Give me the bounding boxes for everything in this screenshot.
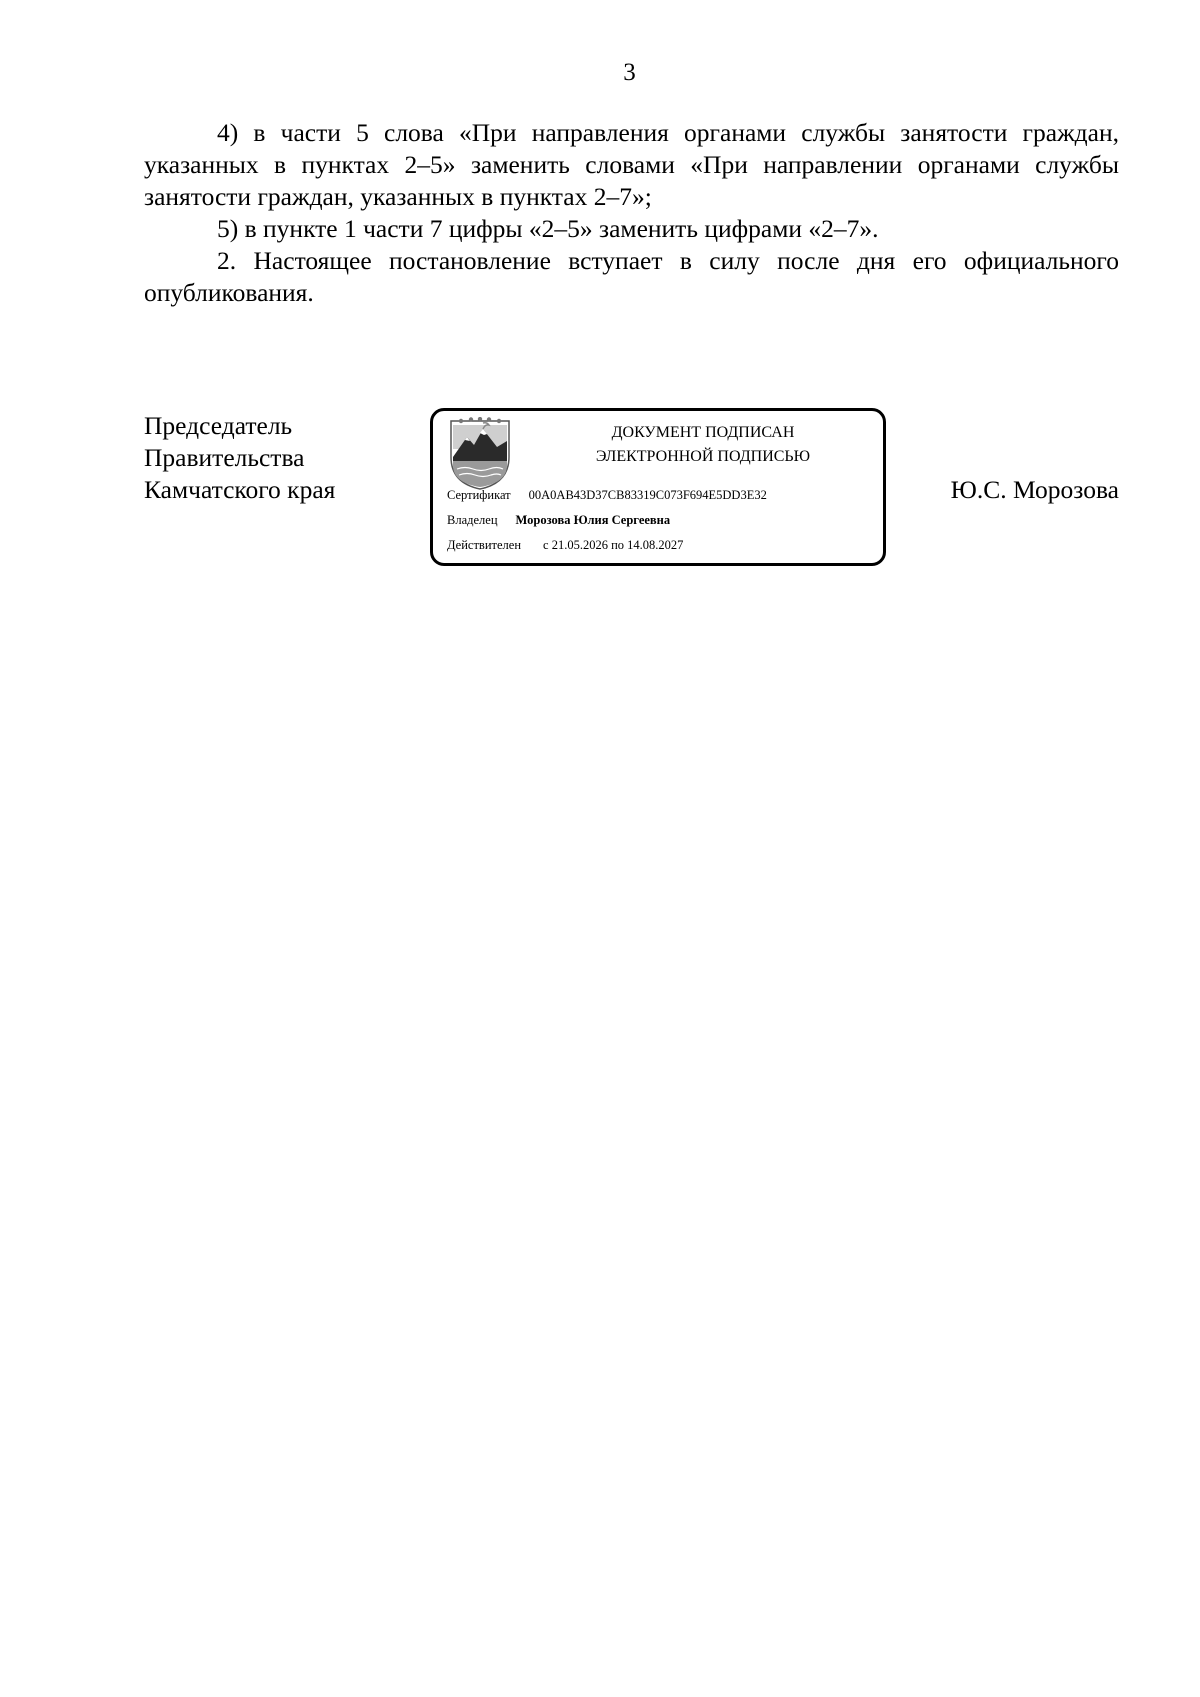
- stamp-title: [533, 421, 873, 469]
- validity-value: с 21.05.2026 по 14.08.2027: [543, 538, 684, 552]
- signer-name: Ю.С. Морозова: [950, 475, 1119, 504]
- paragraph-clause-2: 2. Настоящее постановление вступает в силу после дня его официального опубликования.: [144, 246, 1119, 307]
- position-line: Камчатского края: [144, 475, 336, 504]
- position-line: Председатель: [144, 411, 293, 440]
- document-body: [144, 117, 1119, 309]
- position-line: Правительства: [144, 443, 305, 472]
- paragraph-item-5: 5) в пункте 1 части 7 цифры «2–5» заменить цифрами «2–7».: [217, 214, 879, 243]
- signatory-position: [144, 410, 335, 506]
- certificate-label: Сертификат: [447, 488, 511, 502]
- coat-of-arms-icon: [447, 417, 513, 491]
- paragraph-item-4: 4) в части 5 слова «При направления органами службы занятости граждан, указанных в пунктах 2–5» заменить словами «При направлении органами службы занятости граждан, указанных в пунктах 2–7»;: [144, 118, 1119, 211]
- certificate-value: 00A0AB43D37CB83319C073F694E5DD3E32: [528, 488, 767, 502]
- page-number: 3: [623, 59, 636, 86]
- owner-value: Морозова Юлия Сергеевна: [515, 513, 671, 527]
- owner-label: Владелец: [447, 513, 498, 527]
- electronic-signature-stamp: [430, 408, 886, 566]
- certificate-row: [447, 486, 767, 504]
- stamp-title-line: ДОКУМЕНТ ПОДПИСАН: [611, 424, 795, 441]
- validity-row: [447, 536, 683, 554]
- owner-row: [447, 511, 670, 529]
- stamp-title-line: ЭЛЕКТРОННОЙ ПОДПИСЬЮ: [595, 448, 811, 465]
- validity-label: Действителен: [447, 538, 522, 552]
